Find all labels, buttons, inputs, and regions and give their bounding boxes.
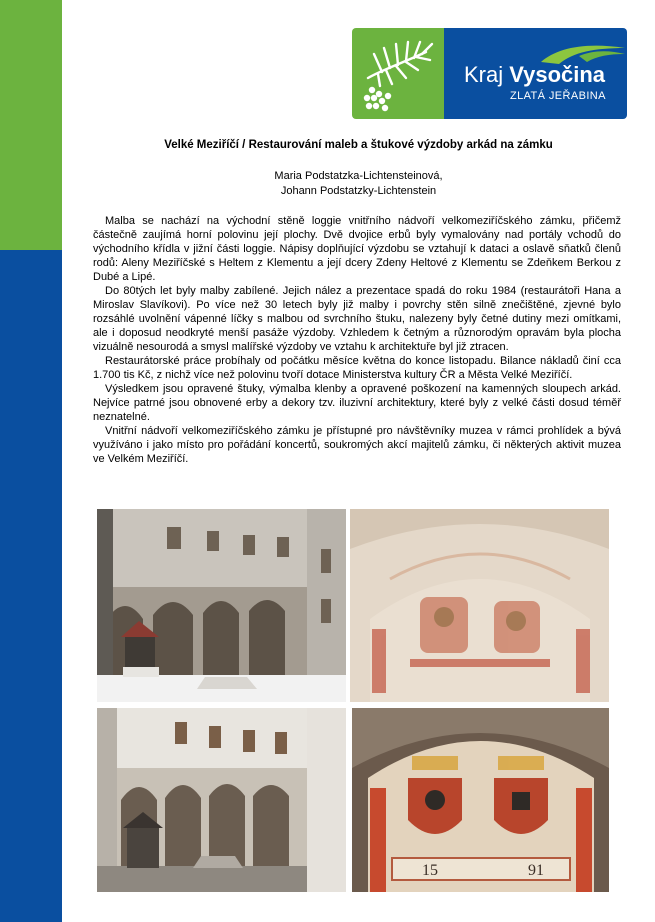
logo-name-main: Vysočina [509,62,606,87]
author-2: Johann Podstatzky-Lichtenstein [280,185,437,197]
rowan-branch-icon [352,28,444,119]
photo-courtyard-winter [97,509,346,702]
paragraph: Do 80tých let byly malby zabílené. Jejich nález a prezentace spadá do roku 1984 (restaurátoři Hana a Miroslav Slavíkovi). Po více než 30 letech byly již malby i povrchy stěn silně znečištěné, zjevné bylo rozsáhlé uvolnění vápenné líčky s malbou od svrchního štuku, nalezeny byly četné dutiny mezi omítkami, ale i doposud neodkryté menší pasáže výzdoby. Vzhledem k četným a různorodým opravám byla plocha vizuálně nesourodá a smysl malířské výzdoby ve vztahu k architektuře byl již ztracen. [93,285,621,353]
logo-name-prefix: Kraj [464,62,504,87]
side-band-green [0,0,62,250]
kraj-vysocina-logo [352,28,627,119]
document-title: Velké Meziříčí / Restaurování maleb a štukové výzdoby arkád na zámku [164,139,553,151]
fresco-date-right: 91 [528,862,544,879]
authors [62,169,655,199]
paragraph: Výsledkem jsou opravené štuky, výmalba klenby a opravené poškození na kamenných sloupech arkád. Nejvíce patrné jsou obnovené erby a dekory tzv. iluzivní architektury, které byly z velké části dosud téměř neznatelné. [93,383,621,423]
paragraph: Vnitřní nádvoří velkomeziříčského zámku je přístupné pro návštěvníky muzea v rámci prohlídek a bývá využíváno i jako místo pro pořádání koncertů, soukromých akcí majitelů zámku, či některých aktivit muzea ve Velkém Meziříčí. [93,425,621,465]
photo-fresco-before [350,509,609,702]
side-band-blue [0,250,62,922]
photo-courtyard-summer [97,708,346,892]
photo-fresco-restored [352,708,609,892]
fresco-date-left: 15 [422,862,438,879]
author-1: Maria Podstatzka-Lichtensteinová, [274,170,443,182]
article-body [93,214,621,466]
logo-subtitle: ZLATÁ JEŘABINA [510,90,606,102]
paragraph: Restaurátorské práce probíhaly od počátku měsíce května do konce listopadu. Bilance nákladů činí cca 1.700 tis Kč, z nichž více než polovinu tvoří dotace Ministerstva kultury ČR a Města Velké Meziříčí. [93,355,621,381]
paragraph: Malba se nachází na východní stěně loggie vnitřního nádvoří velkomeziříčského zámku, přičemž částečně zaujímá horní polovinu její plochy. Dvě dvojice erbů byly vymalovány nad portály vchodů do východního křídla v jižní části loggie. Nápisy doplňující výzdobu se vztahují k dataci a oslavě sňatků členů rodů: Aleny Meziříčské s Heltem z Klementu a její dcery Zdeny Heltové z Klementu se Zdeňkem Berkou z Dubé a Lipé. [93,215,621,283]
logo-wordmark [464,62,605,88]
